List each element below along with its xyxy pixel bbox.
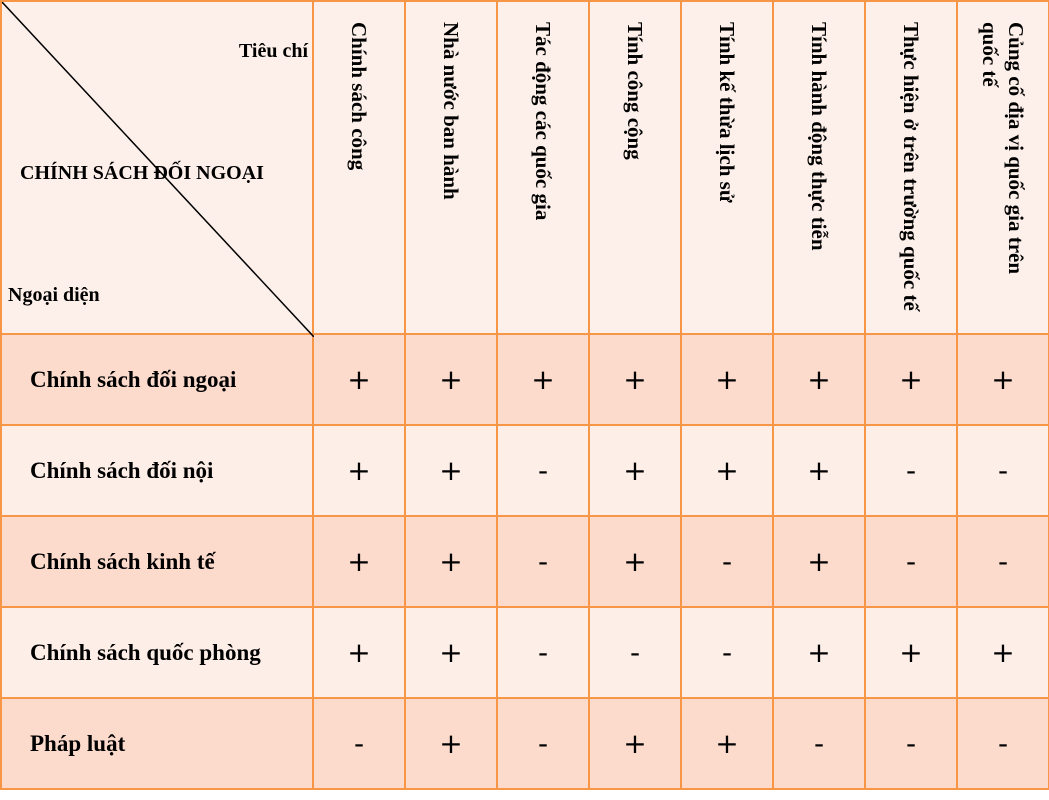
criterion-label: Tính kế thừa lịch sử <box>715 22 739 203</box>
table-row <box>1 334 1049 425</box>
criterion-header <box>589 1 681 334</box>
mark-cell: - <box>681 607 773 698</box>
corner-cell <box>1 1 313 334</box>
mark-cell: + <box>497 334 589 425</box>
mark-cell: + <box>589 334 681 425</box>
criterion-header <box>957 1 1049 334</box>
mark-cell: - <box>589 607 681 698</box>
mark-cell: + <box>865 334 957 425</box>
criterion-header <box>681 1 773 334</box>
row-label: Chính sách kinh tế <box>1 516 313 607</box>
mark-cell: + <box>313 334 405 425</box>
row-label: Pháp luật <box>1 698 313 789</box>
row-label: Chính sách đối ngoại <box>1 334 313 425</box>
criterion-label: Tính hành động thực tiễn <box>807 22 831 251</box>
mark-cell: - <box>957 698 1049 789</box>
criterion-label: Tác động các quốc gia <box>531 22 555 221</box>
mark-cell: + <box>405 516 497 607</box>
mark-cell: + <box>865 607 957 698</box>
mark-cell: + <box>773 425 865 516</box>
rows-axis-label: Ngoại diện <box>8 284 100 306</box>
header-row <box>1 1 1049 334</box>
mark-cell: + <box>405 334 497 425</box>
table-row <box>1 425 1049 516</box>
mark-cell: - <box>865 698 957 789</box>
mark-cell: + <box>313 607 405 698</box>
mark-cell: - <box>497 607 589 698</box>
mark-cell: + <box>313 516 405 607</box>
criterion-label: Tính công cộng <box>623 22 647 160</box>
table-row <box>1 516 1049 607</box>
mark-cell: - <box>865 425 957 516</box>
mark-cell: + <box>681 698 773 789</box>
table-title: CHÍNH SÁCH ĐỐI NGOẠI <box>20 162 264 184</box>
criterion-label: Nhà nước ban hành <box>439 22 463 200</box>
mark-cell: + <box>405 607 497 698</box>
mark-cell: + <box>589 516 681 607</box>
mark-cell: - <box>497 425 589 516</box>
criterion-label: Thực hiện ở trên trường quốc tế <box>899 22 923 311</box>
mark-cell: + <box>957 334 1049 425</box>
mark-cell: + <box>405 698 497 789</box>
criterion-header <box>865 1 957 334</box>
criterion-header <box>773 1 865 334</box>
mark-cell: - <box>497 516 589 607</box>
mark-cell: + <box>773 516 865 607</box>
criterion-label: Củng cố địa vị quốc gia trên quốc tế <box>978 22 1028 275</box>
mark-cell: + <box>773 334 865 425</box>
table-row <box>1 607 1049 698</box>
table-row <box>1 698 1049 789</box>
mark-cell: + <box>773 607 865 698</box>
mark-cell: + <box>681 334 773 425</box>
criterion-header <box>405 1 497 334</box>
mark-cell: - <box>773 698 865 789</box>
mark-cell: - <box>313 698 405 789</box>
mark-cell: - <box>957 516 1049 607</box>
mark-cell: + <box>589 425 681 516</box>
mark-cell: + <box>405 425 497 516</box>
row-label: Chính sách quốc phòng <box>1 607 313 698</box>
criterion-label: Chính sách công <box>347 22 371 171</box>
mark-cell: + <box>313 425 405 516</box>
criteria-axis-label: Tiêu chí <box>238 40 308 62</box>
mark-cell: - <box>957 425 1049 516</box>
mark-cell: - <box>497 698 589 789</box>
mark-cell: + <box>681 425 773 516</box>
criterion-header <box>313 1 405 334</box>
mark-cell: + <box>589 698 681 789</box>
mark-cell: - <box>681 516 773 607</box>
criterion-header <box>497 1 589 334</box>
mark-cell: + <box>957 607 1049 698</box>
mark-cell: - <box>865 516 957 607</box>
row-label: Chính sách đối nội <box>1 425 313 516</box>
